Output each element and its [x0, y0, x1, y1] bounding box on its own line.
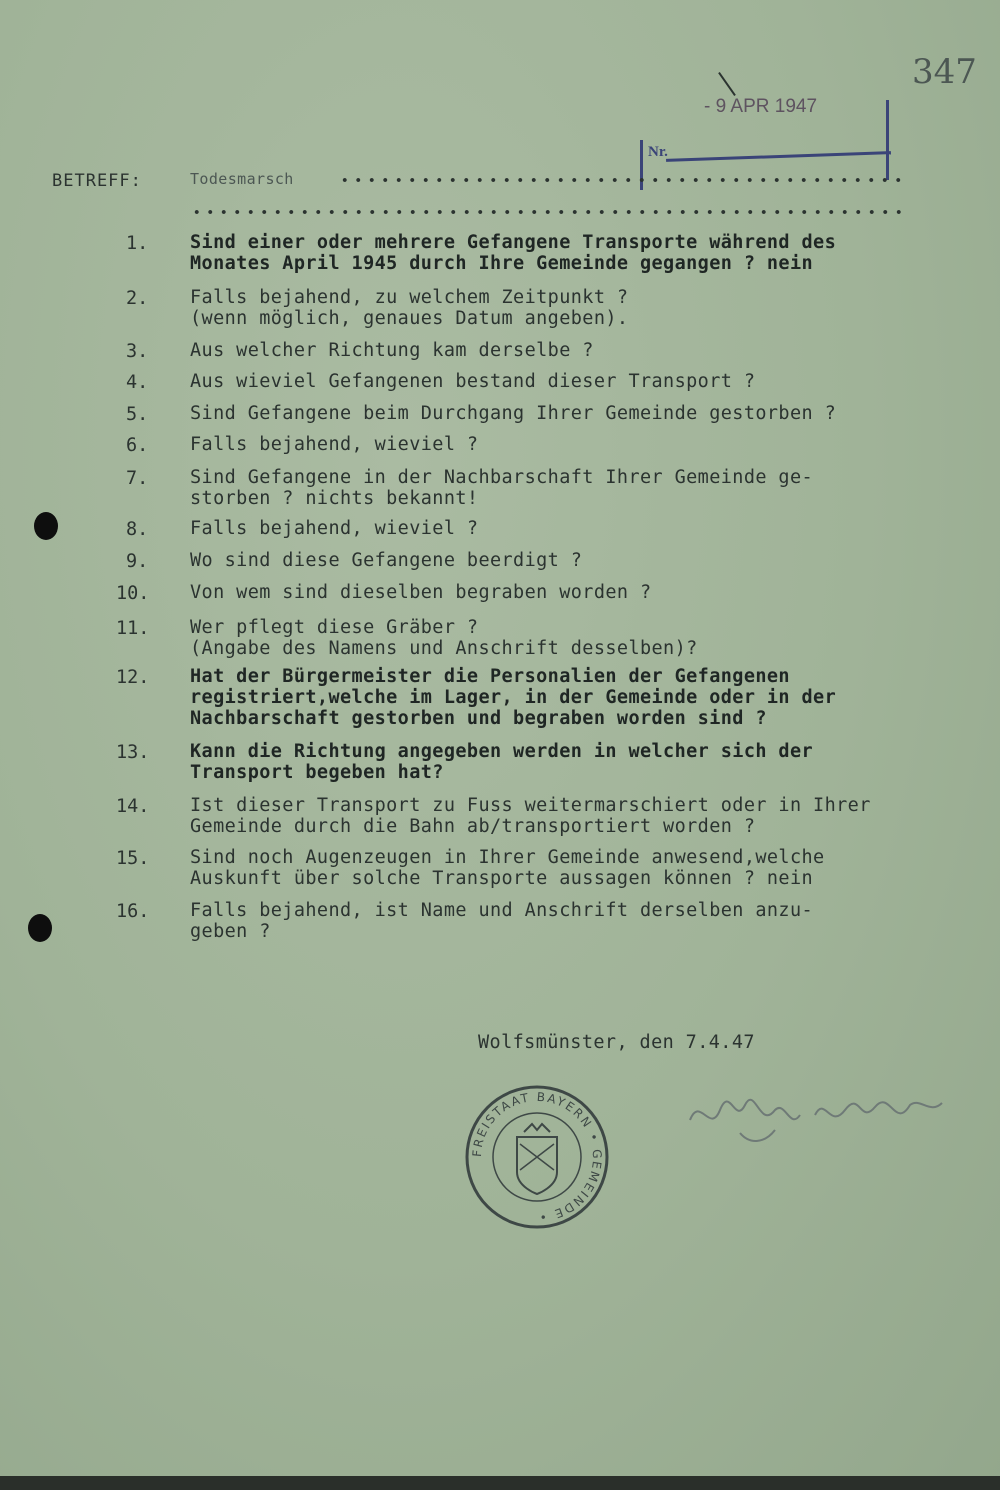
question-text: Kann die Richtung angegeben werden in welcher sich der	[190, 741, 814, 762]
betreff-label: BETREFF:	[52, 171, 142, 191]
question-text: Sind Gefangene in der Nachbarschaft Ihrer Gemeinde ge-	[190, 467, 814, 488]
question-text: Sind einer oder mehrere Gefangene Transporte während des	[190, 232, 837, 253]
question-text: Sind Gefangene beim Durchgang Ihrer Gemeinde gestorben ?	[190, 403, 837, 424]
question-number: 13.	[116, 742, 150, 763]
question-number: 5.	[126, 404, 149, 425]
question-text: storben ? nichts bekannt!	[190, 488, 479, 509]
seal-text: FREISTAAT BAYERN • GEMEINDE •	[469, 1089, 605, 1225]
question-number: 1.	[126, 233, 149, 254]
question-number: 10.	[116, 583, 150, 604]
question-text: Sind noch Augenzeugen in Ihrer Gemeinde anwesend,welche	[190, 847, 825, 868]
question-number: 9.	[126, 551, 149, 572]
question-number: 3.	[126, 341, 149, 362]
stamp-nr-label: Nr.	[648, 144, 668, 160]
question-text: Aus wieviel Gefangenen bestand dieser Transport ?	[190, 371, 756, 392]
bottom-border	[0, 1476, 1000, 1490]
punch-hole	[34, 512, 58, 540]
question-text: (wenn möglich, genaues Datum angeben).	[190, 308, 629, 329]
question-text: Hat der Bürgermeister die Personalien der Gefangenen	[190, 666, 790, 687]
question-text: Ist dieser Transport zu Fuss weitermarschiert oder in Ihrer	[190, 795, 871, 816]
handwritten-page-number: 347	[912, 52, 977, 92]
question-text: geben ?	[190, 921, 271, 942]
question-text: Gemeinde durch die Bahn ab/transportiert worden ?	[190, 816, 756, 837]
place-date: Wolfsmünster, den 7.4.47	[478, 1032, 755, 1053]
question-text: Von wem sind dieselben begraben worden ?	[190, 582, 652, 603]
question-text: registriert,welche im Lager, in der Gemeinde oder in der	[190, 687, 837, 708]
question-number: 15.	[116, 848, 150, 869]
question-text: (Angabe des Namens und Anschrift desselben)?	[190, 638, 698, 659]
betreff-dotted-line	[338, 177, 906, 183]
question-number: 16.	[116, 901, 150, 922]
question-text: Falls bejahend, ist Name und Anschrift derselben anzu-	[190, 900, 814, 921]
question-text: Falls bejahend, zu welchem Zeitpunkt ?	[190, 287, 629, 308]
signature	[680, 1075, 960, 1155]
question-number: 4.	[126, 372, 149, 393]
question-number: 14.	[116, 796, 150, 817]
question-text: Aus welcher Richtung kam derselbe ?	[190, 340, 594, 361]
question-number: 7.	[126, 468, 149, 489]
official-seal	[462, 1082, 612, 1232]
question-text: Falls bejahend, wieviel ?	[190, 434, 479, 455]
received-stamp	[636, 30, 896, 180]
punch-hole	[28, 914, 52, 942]
question-text: Wer pflegt diese Gräber ?	[190, 617, 479, 638]
question-text: Falls bejahend, wieviel ?	[190, 518, 479, 539]
question-text: Wo sind diese Gefangene beerdigt ?	[190, 550, 583, 571]
question-text: Monates April 1945 durch Ihre Gemeinde gegangen ? nein	[190, 253, 814, 274]
question-number: 6.	[126, 435, 149, 456]
question-text: Nachbarschaft gestorben und begraben worden sind ?	[190, 708, 767, 729]
question-text: Transport begeben hat?	[190, 762, 444, 783]
question-number: 2.	[126, 288, 149, 309]
question-number: 8.	[126, 519, 149, 540]
betreff-value: Todesmarsch	[190, 170, 294, 188]
betreff-dotted-line-2	[190, 209, 906, 215]
question-text: Auskunft über solche Transporte aussagen können ? nein	[190, 868, 814, 889]
question-number: 11.	[116, 618, 150, 639]
stamp-date: - 9 APR 1947	[704, 96, 818, 117]
question-number: 12.	[116, 667, 150, 688]
